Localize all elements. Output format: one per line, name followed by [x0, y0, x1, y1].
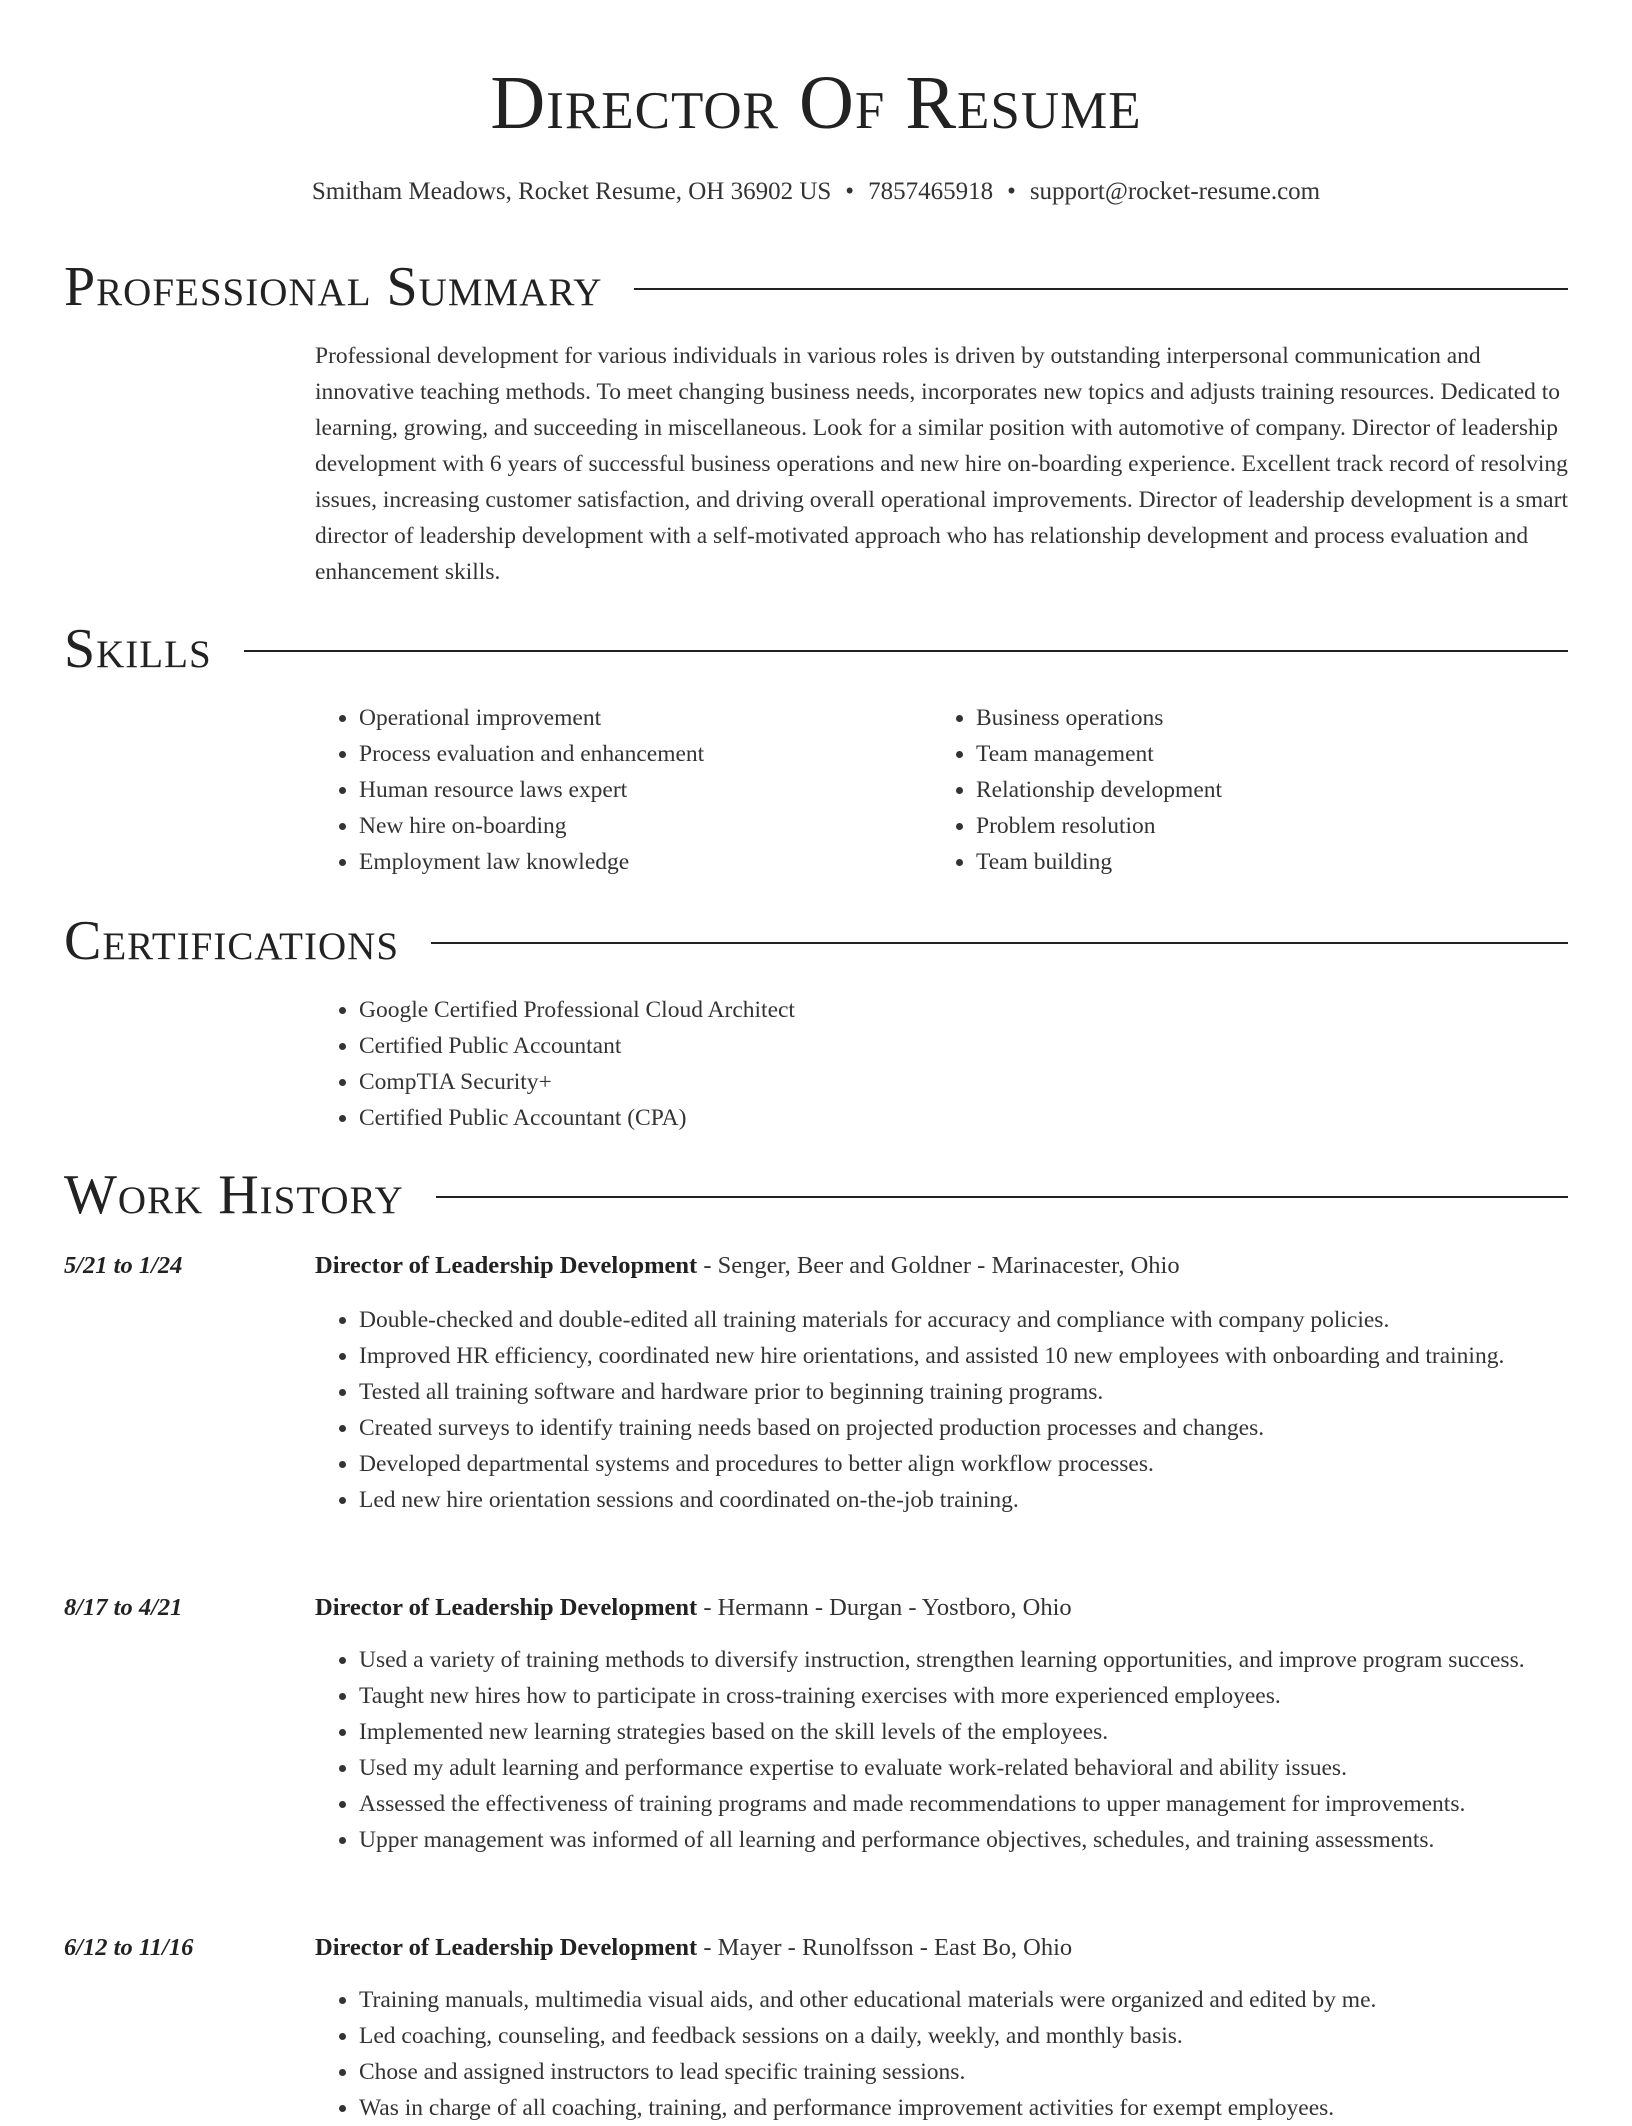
skills-list — [315, 700, 1568, 880]
skill-item: • Employment law knowledge — [359, 844, 932, 880]
contact-address: Smitham Meadows, Rocket Resume, OH 36902 US — [311, 178, 832, 205]
job-entry-header — [64, 1930, 1568, 1966]
skill-item: • Human resource laws expert — [359, 772, 932, 808]
job-company: - Hermann - Durgan - Yostboro, Ohio — [697, 1594, 1072, 1621]
job-bullets — [315, 1302, 1568, 1518]
certifications-section-header — [64, 910, 1568, 972]
job-bullet: • Assessed the effectiveness of training programs and made recommendations to upper management for improvements. — [359, 1786, 1568, 1822]
job-bullet: • Taught new hires how to participate in cross-training exercises with more experienced employees. — [359, 1678, 1568, 1714]
resume-name: Director Of Resume — [490, 61, 1142, 145]
skills-column-right — [932, 700, 1549, 880]
job-company: - Mayer - Runolfsson - East Bo, Ohio — [697, 1934, 1073, 1961]
skill-item: • Team management — [976, 736, 1549, 772]
job-title: Director of Leadership Development — [315, 1252, 698, 1279]
job-bullet: • Developed departmental systems and procedures to better align workflow processes. — [359, 1446, 1568, 1482]
job-bullets — [315, 1642, 1568, 1858]
certifications-list — [315, 992, 1568, 1136]
certification-item: • CompTIA Security+ — [359, 1064, 1568, 1100]
contact-separator: • — [845, 178, 855, 205]
job-title: Director of Leadership Development — [315, 1594, 698, 1621]
skill-item: • Business operations — [976, 700, 1549, 736]
skill-item: • Team building — [976, 844, 1549, 880]
job-company: - Senger, Beer and Goldner - Marinacester, Ohio — [697, 1252, 1180, 1279]
work-history-heading: Work History — [64, 1164, 404, 1226]
job-bullet: • Created surveys to identify training needs based on projected production processes and changes. — [359, 1410, 1568, 1446]
summary-text: Professional development for various individuals in various roles is driven by outstanding interpersonal communication and innovative teaching methods. To meet changing business needs, incorporates new topics and adjusts training resources. Dedicated to learning, growing, and succeeding in miscellaneous. Look for a similar position with automotive of company. Director of leadership development with 6 years of successful business operations and new hire on-boarding experience. Excellent track record of resolving issues, increasing customer satisfaction, and driving overall operational improvements. Director of leadership development is a smart director of leadership development with a self-motivated approach who has relationship development and process evaluation and enhancement skills. — [315, 343, 1568, 585]
skills-column-left — [315, 700, 932, 880]
job-bullet: • Improved HR efficiency, coordinated new hire orientations, and assisted 10 new employees with onboarding and training. — [359, 1338, 1568, 1374]
job-bullet: • Chose and assigned instructors to lead specific training sessions. — [359, 2054, 1568, 2090]
certifications-heading: Certifications — [64, 910, 400, 972]
job-title-line — [315, 1590, 1072, 1626]
job-bullet: • Was in charge of all coaching, training, and performance improvement activities for exempt employees. — [359, 2090, 1568, 2126]
job-bullet: • Used a variety of training methods to diversify instruction, strengthen learning opportunities, and improve program success. — [359, 1642, 1568, 1678]
job-bullet: • Upper management was informed of all learning and performance objectives, schedules, and training assessments. — [359, 1822, 1568, 1858]
contact-line — [0, 175, 1632, 209]
certification-item: • Certified Public Accountant (CPA) — [359, 1100, 1568, 1136]
skills-heading: Skills — [64, 618, 212, 680]
job-bullet: • Led coaching, counseling, and feedback sessions on a daily, weekly, and monthly basis. — [359, 2018, 1568, 2054]
job-title: Director of Leadership Development — [315, 1934, 698, 1961]
job-title-line — [315, 1248, 1180, 1284]
summary-heading: Professional Summary — [64, 256, 603, 318]
skill-item: • Operational improvement — [359, 700, 932, 736]
job-dates: 8/17 to 4/21 — [64, 1594, 183, 1621]
skill-item: • Problem resolution — [976, 808, 1549, 844]
contact-email: support@rocket-resume.com — [1029, 178, 1321, 205]
skill-item: • New hire on-boarding — [359, 808, 932, 844]
job-bullet: • Tested all training software and hardware prior to beginning training programs. — [359, 1374, 1568, 1410]
job-bullet: • Implemented new learning strategies based on the skill levels of the employees. — [359, 1714, 1568, 1750]
skill-item: • Process evaluation and enhancement — [359, 736, 932, 772]
skills-section-header — [64, 618, 1568, 680]
job-bullets — [315, 1982, 1568, 2126]
job-bullet: • Double-checked and double-edited all training materials for accuracy and compliance with company policies. — [359, 1302, 1568, 1338]
contact-separator: • — [1007, 178, 1016, 205]
job-bullet: • Led new hire orientation sessions and coordinated on-the-job training. — [359, 1482, 1568, 1518]
section-divider — [436, 1196, 1568, 1198]
contact-phone: 7857465918 — [868, 178, 994, 205]
section-divider — [634, 288, 1568, 290]
section-divider — [431, 942, 1568, 944]
job-entry-header — [64, 1590, 1568, 1626]
section-divider — [244, 650, 1568, 652]
job-title-line — [315, 1930, 1072, 1966]
certification-item: • Certified Public Accountant — [359, 1028, 1568, 1064]
job-dates: 5/21 to 1/24 — [64, 1252, 183, 1279]
job-bullet: • Used my adult learning and performance expertise to evaluate work-related behavioral and ability issues. — [359, 1750, 1568, 1786]
work-history-section-header — [64, 1164, 1568, 1226]
job-dates: 6/12 to 11/16 — [64, 1934, 194, 1961]
summary-section-header — [64, 256, 1568, 318]
skill-item: • Relationship development — [976, 772, 1549, 808]
certification-item: • Google Certified Professional Cloud Architect — [359, 992, 1568, 1028]
job-bullet: • Training manuals, multimedia visual aids, and other educational materials were organized and edited by me. — [359, 1982, 1568, 2018]
job-entry-header — [64, 1248, 1568, 1284]
